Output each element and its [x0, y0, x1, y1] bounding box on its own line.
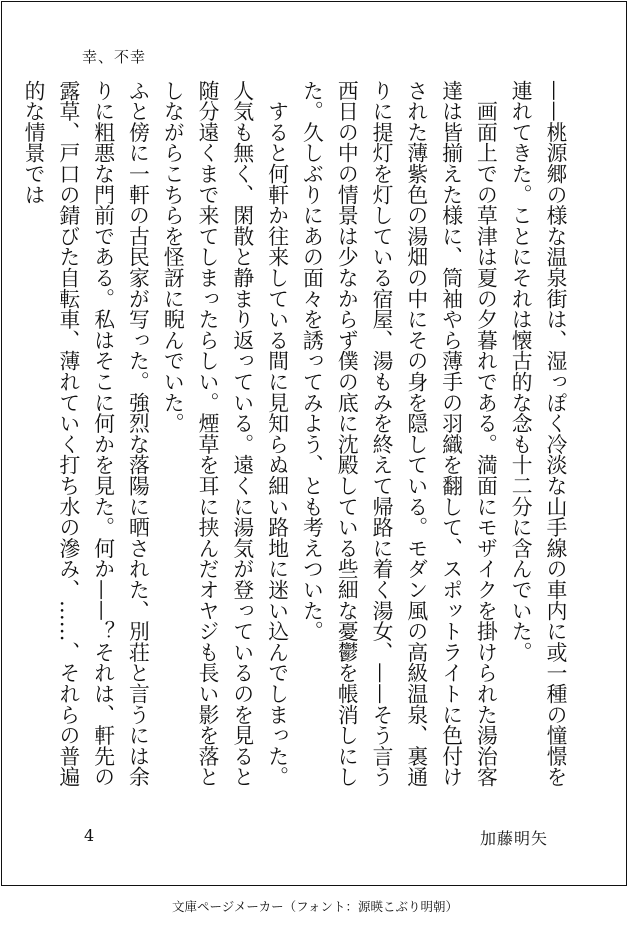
running-header-title: 幸、不幸	[82, 48, 147, 66]
page-number: 4	[84, 826, 95, 845]
paragraph-3: すると何軒か往来している間に見知らぬ細い路地に迷い込んでしまった。人気も無く、閑散と静まり返っている。遠くに湯気が登っているのを見ると随分遠くまで来てしまったらしい。煙草を耳に挟んだオヤジも長い影を落としながらこちらを怪訝に睨んでいた。	[160, 80, 289, 788]
vertical-body-text	[21, 80, 572, 797]
footer-caption: 文庫ページメーカー（フォント：源暎こぶり明朝）	[171, 899, 458, 914]
author-name: 加藤明矢	[479, 829, 548, 848]
paragraph-2: 画面上での草津は夏の夕暮れである。満面にモザイクを掛けられた湯治客達は皆揃えた様に、筒袖やら薄手の羽織を翻して、スポットライトに色付けされた薄紫色の湯畑の中にその身を隠している。モダン風の高級温泉、裏通りに提灯を灯している宿屋、湯もみを終えて帰路に着く湯女、——そう言う西日の中の情景は少なからず僕の底に沈殿している些細な憂鬱を帳消しにした。久しぶりにあの面々を誘ってみよう、とも考えついた。	[299, 80, 498, 788]
paragraph-1: ——桃源郷の様な温泉街は、湿っぽく冷淡な山手線の車内に或一種の憧憬を連れてきた。ことにそれは懐古的な念も十二分に含んでいた。	[508, 80, 567, 788]
paragraph-4: ふと傍に一軒の古民家が写った。強烈な落陽に晒された、別荘と言うには余りに粗悪な門前である。私はそこに何かを見た。何か——？それは、軒先の露草、戸口の錆びた自転車、薄れていく打ち水の滲み、……、それらの普遍的な情景では	[21, 80, 150, 788]
book-page	[1, 1, 627, 886]
